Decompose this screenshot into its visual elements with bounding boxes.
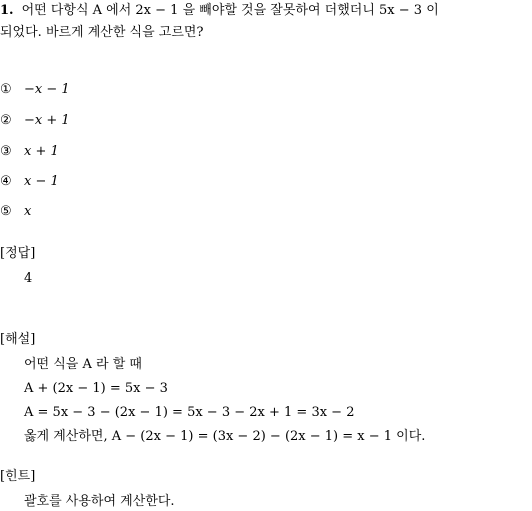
choice-5[interactable] bbox=[0, 203, 31, 221]
choice-4[interactable] bbox=[0, 173, 59, 191]
choice-1-text: −x − 1 bbox=[24, 82, 70, 97]
answer-value: 4 bbox=[24, 271, 33, 286]
choice-2-text: −x + 1 bbox=[24, 113, 70, 128]
choice-1[interactable] bbox=[0, 81, 70, 99]
choice-3-mark: ③ bbox=[0, 144, 12, 159]
choice-3-text: x + 1 bbox=[24, 144, 59, 159]
explanation-line-1: 어떤 식을 A 라 할 때 bbox=[24, 357, 142, 372]
choice-5-text: x bbox=[24, 204, 32, 219]
choice-2-mark: ② bbox=[0, 113, 12, 128]
answer-label: [정답] bbox=[0, 246, 36, 261]
question-number: 1. bbox=[0, 3, 14, 18]
choice-1-mark: ① bbox=[0, 82, 12, 97]
explanation-line-2: A + (2x − 1) = 5x − 3 bbox=[24, 381, 168, 396]
choice-3[interactable] bbox=[0, 143, 59, 161]
hint-text: 괄호를 사용하여 계산한다. bbox=[24, 494, 175, 509]
explanation-label: [해설] bbox=[0, 332, 36, 347]
choice-2[interactable] bbox=[0, 112, 70, 130]
hint-label: [힌트] bbox=[0, 469, 36, 484]
question-line-2: 되었다. 바르게 계산한 식을 고르면? bbox=[0, 25, 204, 40]
choice-4-text: x − 1 bbox=[24, 174, 59, 189]
choice-5-mark: ⑤ bbox=[0, 204, 12, 219]
choice-4-mark: ④ bbox=[0, 174, 12, 189]
question-text-1: 어떤 다항식 A 에서 2x − 1 을 빼야할 것을 잘못하여 더했더니 5x − 3 이 bbox=[21, 3, 439, 18]
explanation-line-3: A = 5x − 3 − (2x − 1) = 5x − 3 − 2x + 1 = 3x − 2 bbox=[24, 405, 355, 420]
question-line-1 bbox=[0, 2, 439, 20]
explanation-line-4: 옳게 계산하면, A − (2x − 1) = (3x − 2) − (2x − 1) = x − 1 이다. bbox=[24, 429, 426, 444]
